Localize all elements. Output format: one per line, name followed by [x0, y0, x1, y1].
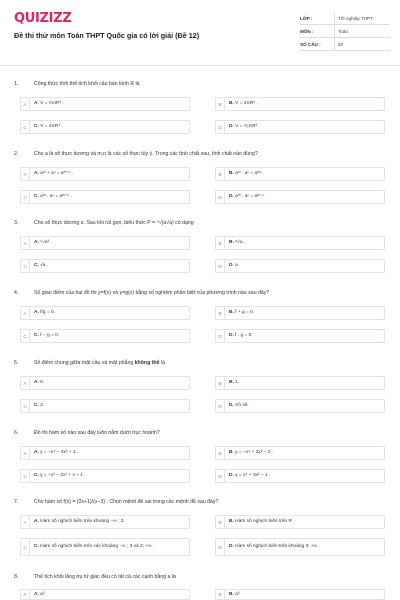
option-label: A.: [34, 101, 39, 106]
question-6: [14, 428, 390, 438]
meta-value: Tốt nghiệp THPT: [334, 12, 390, 24]
option-letter: A: [21, 168, 30, 180]
option-text: f . g = 0.: [235, 333, 253, 338]
option-c[interactable]: [20, 120, 190, 134]
option-text: y = −x⁴ − 4x² + 1 .: [40, 450, 79, 455]
option-b[interactable]: [215, 589, 385, 600]
option-text: f − g = 0.: [40, 333, 60, 338]
option-text: y = −x³ − 2x² + x − 1 .: [40, 473, 86, 478]
option-label: D.: [229, 333, 234, 338]
option-text: a: [235, 263, 238, 268]
option-letter: A: [21, 590, 30, 599]
option-letter: B: [216, 168, 225, 180]
option-label: B.: [229, 310, 234, 315]
option-label: B.: [229, 101, 234, 106]
option-a[interactable]: [20, 97, 190, 111]
option-letter: B: [216, 590, 225, 599]
option-label: C.: [34, 263, 39, 268]
header-divider: [0, 65, 400, 66]
option-c[interactable]: [20, 538, 190, 556]
option-b[interactable]: [215, 515, 385, 529]
option-d[interactable]: [215, 190, 385, 204]
meta-value: 50: [334, 38, 390, 50]
option-letter: B: [216, 307, 225, 319]
option-a[interactable]: [20, 167, 190, 181]
option-text: ⁸√a .: [235, 240, 246, 245]
option-a[interactable]: [20, 589, 190, 600]
option-letter: B: [216, 516, 225, 528]
option-label: A.: [34, 171, 39, 176]
option-text: f/g = 0.: [40, 310, 55, 315]
option-c[interactable]: [20, 190, 190, 204]
question-3: [14, 218, 390, 228]
option-label: C.: [34, 124, 39, 129]
option-text: y = x⁴ + 3x² − 1 .: [235, 473, 271, 478]
option-label: B.: [229, 380, 234, 385]
question-number: 7.: [14, 499, 19, 505]
option-letter: A: [21, 307, 30, 319]
exam-title: Đề thi thử môn Toán THPT Quốc gia có lời giải (Đề 12): [14, 31, 200, 40]
question-1: [14, 79, 390, 89]
option-a[interactable]: [20, 376, 190, 390]
meta-key: MÔN :: [300, 28, 314, 34]
meta-value: Toán: [334, 25, 390, 37]
option-text: aᵐ . aⁿ = aᵐ⁻ⁿ .: [235, 194, 267, 199]
option-letter: C: [21, 121, 30, 133]
option-letter: C: [21, 470, 30, 482]
option-b[interactable]: [215, 306, 385, 320]
option-label: B.: [229, 591, 234, 597]
option-text: Hàm số nghịch biến trên các khoảng −∞ ; 3 và 3; +∞ .: [40, 544, 155, 549]
question-2: [14, 149, 390, 159]
option-letter: B: [216, 377, 225, 389]
option-b[interactable]: [215, 97, 385, 111]
option-label: A.: [34, 310, 39, 315]
option-a[interactable]: [20, 446, 190, 460]
option-label: B.: [229, 450, 234, 455]
option-letter: A: [21, 377, 30, 389]
option-d[interactable]: [215, 538, 385, 556]
question-text: Công thức tính thể tích khối cầu bán kính R là: [34, 81, 140, 87]
option-text: aᵐ . aⁿ = aᵐ⁺ⁿ .: [40, 194, 72, 199]
option-letter: A: [21, 237, 30, 249]
option-b[interactable]: [215, 236, 385, 250]
question-text: Cho số thực dương a. Sau khi rút gọn, biểu thức P = ⁴√(a√a) có dạng: [34, 220, 194, 226]
option-label: B.: [229, 171, 234, 176]
question-number: 2.: [14, 151, 19, 157]
question-text: Số điểm chung giữa mặt cầu và mặt phẳng: [34, 360, 134, 366]
option-text: 1.: [235, 380, 240, 385]
question-8: [14, 572, 390, 582]
meta-key: LỚP :: [300, 15, 313, 21]
question-number: 4.: [14, 290, 19, 296]
option-text: V = ⁴⁄₃πR³ .: [235, 124, 260, 129]
option-label: A.: [34, 380, 39, 385]
option-text: V = 4πR³ .: [40, 124, 63, 129]
option-letter: D: [216, 330, 225, 342]
option-letter: D: [216, 400, 225, 412]
option-b[interactable]: [215, 446, 385, 460]
question-number: 8.: [14, 574, 19, 580]
option-letter: C: [21, 400, 30, 412]
question-number: 6.: [14, 430, 19, 436]
question-text: Cho a là số thực dương và m,n là các số thực tùy ý. Trong các tính chất sau, tính chất nào đúng?: [34, 151, 258, 157]
option-label: C.: [34, 194, 39, 199]
option-a[interactable]: [20, 306, 190, 320]
option-text: Hàm số nghịch biến trên khoảng 3; +∞ .: [235, 544, 320, 549]
option-a[interactable]: [20, 236, 190, 250]
option-letter: D: [216, 470, 225, 482]
question-5: [14, 358, 390, 368]
question-text: Cho hàm số f(x) = (2x+1)/(x−3) . Chọn mệnh đề sai trong các mệnh đề sau đây?: [34, 499, 219, 505]
question-7: [14, 497, 390, 507]
option-text: V = 4πR² .: [235, 101, 258, 106]
question-number: 1.: [14, 81, 19, 87]
question-text: Thể tích khối lăng trụ tứ giác đều có tất cả các cạnh bằng a là: [34, 574, 176, 580]
option-text: aᵐ . aⁿ = aᵐⁿ .: [235, 171, 265, 176]
option-text: Hàm số nghịch biến trên khoảng −∞ ; 3.: [40, 519, 125, 524]
option-letter: C: [21, 330, 30, 342]
meta-row-count: [300, 38, 390, 51]
option-label: D.: [229, 403, 234, 408]
option-d[interactable]: [215, 259, 385, 273]
option-c[interactable]: [20, 399, 190, 413]
option-label: A.: [34, 240, 39, 245]
option-letter: A: [21, 516, 30, 528]
option-text: aᵐ + aⁿ = aᵐ⁺ⁿ .: [40, 171, 74, 176]
question-4: [14, 288, 390, 298]
option-letter: D: [216, 191, 225, 203]
option-label: B.: [229, 240, 234, 245]
option-b[interactable]: [215, 167, 385, 181]
option-letter: D: [216, 260, 225, 272]
option-text: Hàm số nghịch biến trên R: [235, 519, 292, 524]
option-letter: B: [216, 98, 225, 110]
option-text: V = ⅔πR³ .: [40, 101, 64, 106]
option-letter: C: [21, 539, 30, 555]
question-number: 5.: [14, 360, 19, 366]
option-text: √a .: [40, 263, 49, 268]
option-label: D.: [229, 544, 234, 549]
question-number: 3.: [14, 220, 19, 226]
option-d[interactable]: [215, 399, 385, 413]
option-label: D.: [229, 473, 234, 478]
option-text: a³: [40, 591, 45, 597]
option-text: ⁴√a³ .: [40, 240, 52, 245]
option-text: a³: [235, 591, 240, 597]
option-label: D.: [229, 124, 234, 129]
option-label: C.: [34, 333, 39, 338]
option-d[interactable]: [215, 120, 385, 134]
option-letter: A: [21, 447, 30, 459]
option-letter: B: [216, 237, 225, 249]
option-c[interactable]: [20, 329, 190, 343]
option-letter: D: [216, 121, 225, 133]
option-label: D.: [229, 263, 234, 268]
option-label: C.: [34, 544, 39, 549]
option-letter: C: [21, 260, 30, 272]
option-label: C.: [34, 403, 39, 408]
option-text: Vô số.: [235, 403, 249, 408]
option-text: y = −x⁴ + 2x² − 2 .: [235, 450, 274, 455]
question-emphasis: không thể: [134, 360, 160, 366]
option-letter: B: [216, 447, 225, 459]
option-text: f + g = 0.: [235, 310, 255, 315]
option-text: 2.: [40, 403, 45, 408]
option-label: A.: [34, 519, 39, 524]
option-c[interactable]: [20, 469, 190, 483]
meta-row-subject: [300, 25, 390, 38]
option-d[interactable]: [215, 469, 385, 483]
meta-key: SỐ CÂU :: [300, 41, 321, 47]
option-a[interactable]: [20, 515, 190, 529]
option-label: A.: [34, 450, 39, 455]
option-letter: A: [21, 98, 30, 110]
question-text-tail: là: [160, 360, 165, 366]
option-b[interactable]: [215, 376, 385, 390]
meta-row-class: [300, 12, 390, 25]
question-text: Số giao điểm của hai đồ thị y=f(x) và y=g(x) bằng số nghiệm phân biệt của phương trình nào sau đây?: [34, 290, 270, 296]
quizizz-logo: QUIZIZZ: [14, 11, 72, 26]
option-text: 0.: [40, 380, 45, 385]
question-text: Đồ thị hàm số nào sau đây luôn nằm dưới trục hoành?: [34, 430, 160, 436]
exam-meta-table: [300, 12, 390, 51]
option-label: C.: [34, 473, 39, 478]
option-label: D.: [229, 194, 234, 199]
option-letter: D: [216, 539, 225, 555]
option-label: B.: [229, 519, 234, 524]
option-d[interactable]: [215, 329, 385, 343]
option-c[interactable]: [20, 259, 190, 273]
option-label: A.: [34, 591, 39, 597]
option-letter: C: [21, 191, 30, 203]
